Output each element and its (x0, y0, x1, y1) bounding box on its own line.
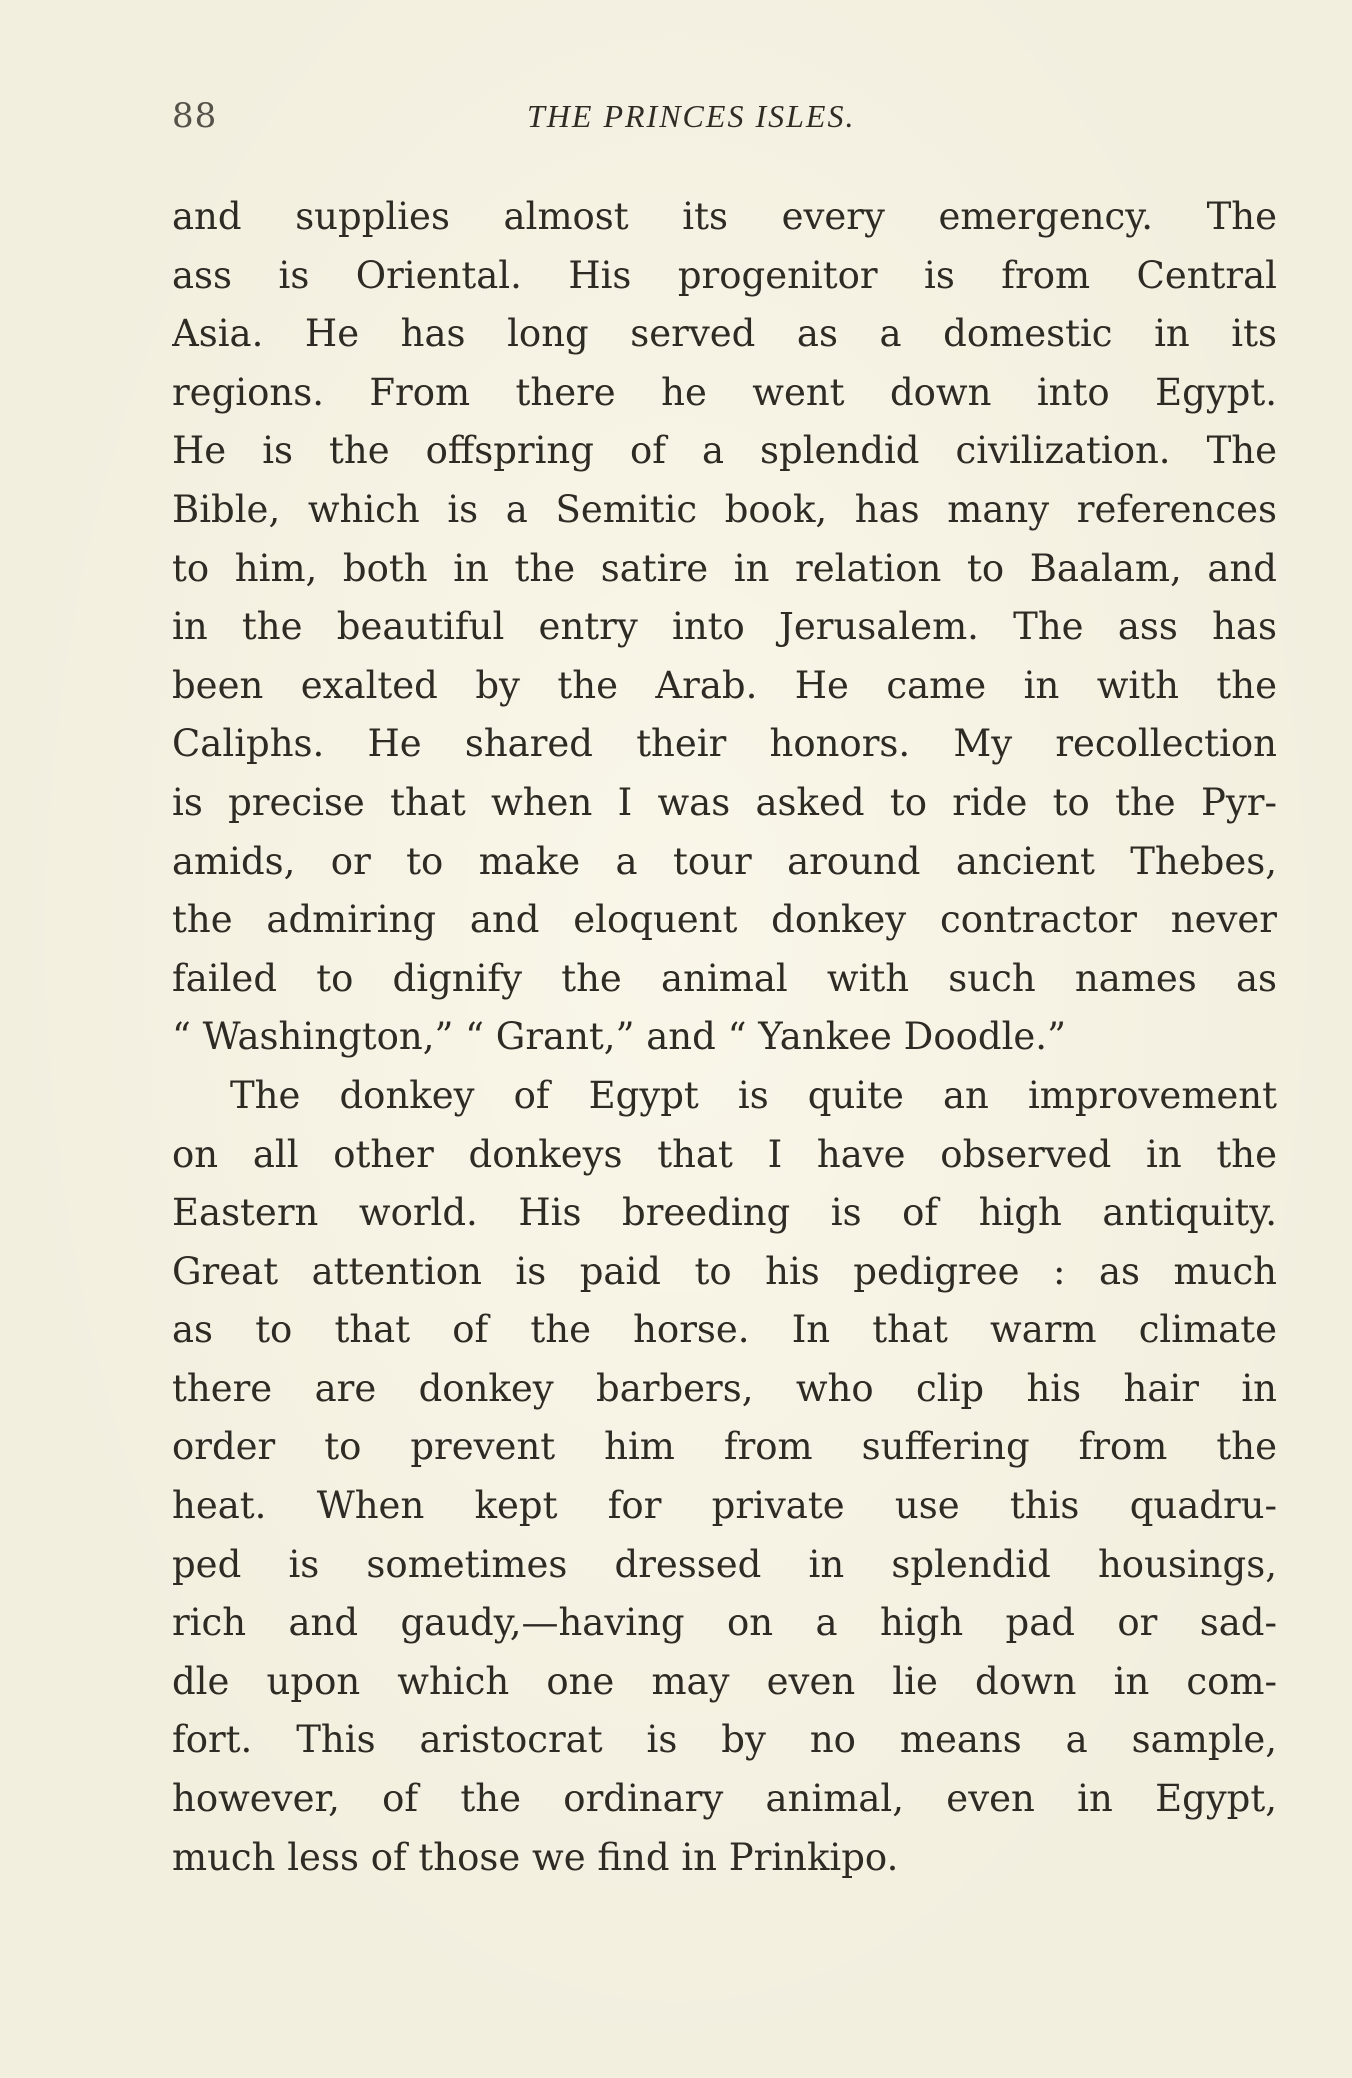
text-line: is precise that when I was asked to ride to the Pyr- (172, 780, 1277, 824)
text-line: to him, both in the satire in relation to Baalam, and (172, 546, 1277, 590)
text-line: fort. This aristocrat is by no means a sample, (172, 1718, 1277, 1762)
text-line: dle upon which one may even lie down in com- (172, 1659, 1277, 1703)
text-line: The donkey of Egypt is quite an improvement (230, 1073, 1277, 1117)
text-line: as to that of the horse. In that warm climate (172, 1308, 1277, 1352)
text-line: failed to dignify the animal with such names as (172, 956, 1277, 1000)
text-line: much less of those we find in Prinkipo. (172, 1835, 899, 1879)
text-line: order to prevent him from suffering from the (172, 1425, 1277, 1469)
text-line: Asia. He has long served as a domestic in its (172, 312, 1277, 356)
text-line: regions. From there he went down into Egypt. (172, 370, 1277, 414)
text-line: however, of the ordinary animal, even in Egypt, (172, 1777, 1277, 1821)
text-line: ped is sometimes dressed in splendid housings, (172, 1542, 1277, 1586)
text-line: Great attention is paid to his pedigree : as much (172, 1249, 1277, 1293)
text-line: there are donkey barbers, who clip his hair in (172, 1366, 1277, 1410)
text-line: Bible, which is a Semitic book, has many references (172, 487, 1277, 531)
text-line: ass is Oriental. His progenitor is from Central (172, 253, 1277, 297)
text-line: and supplies almost its every emergency. The (172, 195, 1277, 238)
text-line: amids, or to make a tour around ancient Thebes, (172, 839, 1277, 883)
text-line: rich and gaudy,—having on a high pad or sad- (172, 1601, 1277, 1645)
text-line: Caliphs. He shared their honors. My recollection (172, 722, 1277, 766)
running-title: THE PRINCES ISLES. (527, 98, 856, 134)
text-line: Eastern world. His breeding is of high antiquity. (172, 1191, 1277, 1235)
text-line: “ Washington,” “ Grant,” and “ Yankee Doodle.” (172, 1015, 1066, 1059)
page-number: 88 (172, 96, 218, 136)
text-line: the admiring and eloquent donkey contractor never (172, 898, 1277, 942)
running-head (172, 96, 1277, 140)
text-line: on all other donkeys that I have observed in the (172, 1132, 1277, 1176)
text-line: in the beautiful entry into Jerusalem. The ass has (172, 605, 1277, 649)
text-line: He is the offspring of a splendid civilization. The (172, 429, 1277, 473)
body-text (172, 188, 1277, 1887)
text-line: been exalted by the Arab. He came in with the (172, 663, 1277, 707)
text-line: heat. When kept for private use this quadru- (172, 1484, 1277, 1528)
